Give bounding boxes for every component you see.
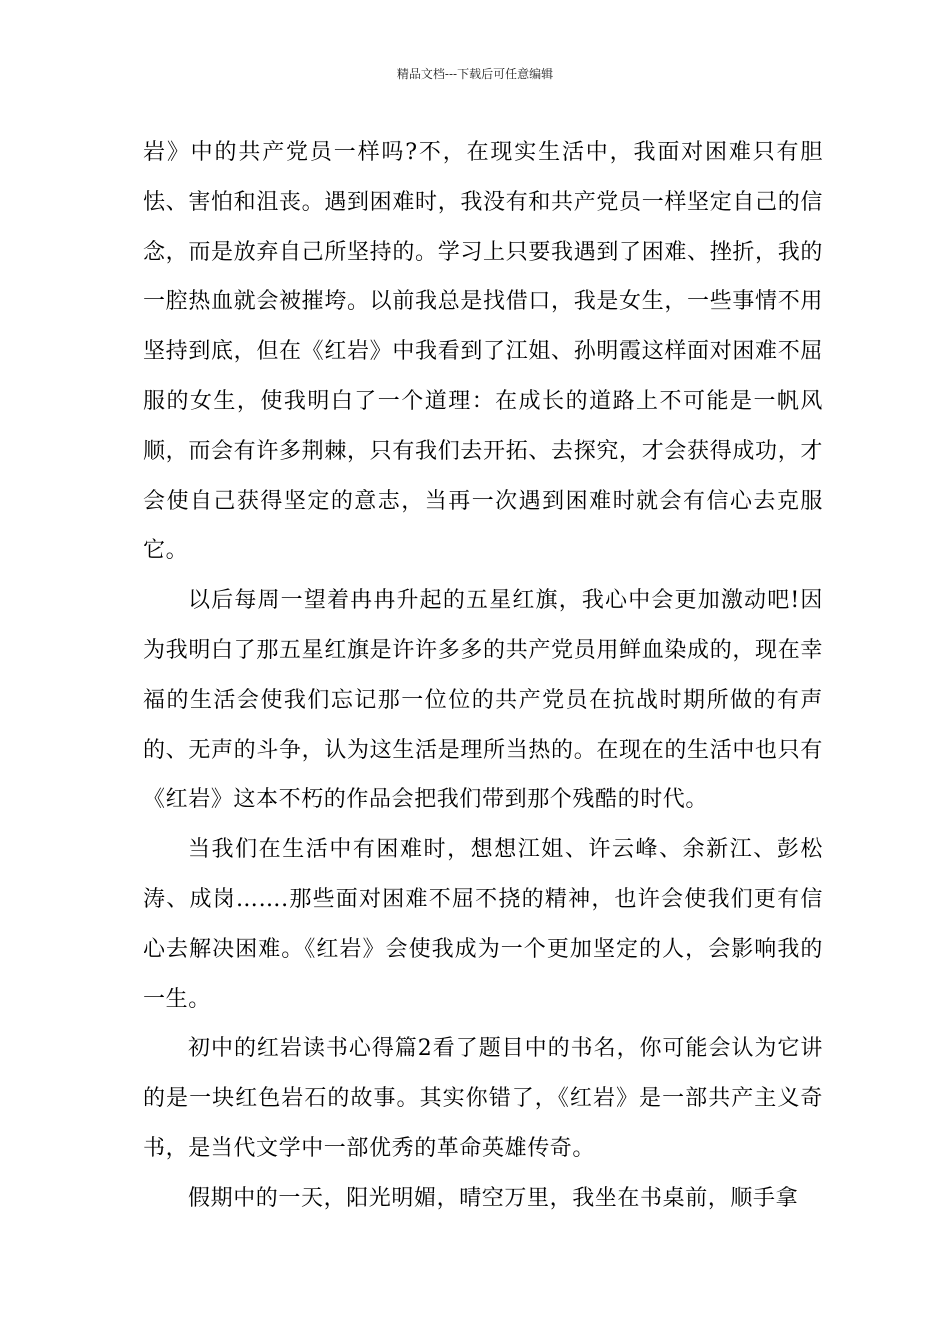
paragraph-4: 初中的红岩读书心得篇2看了题目中的书名，你可能会认为它讲的是一块红色岩石的故事。其实你错了，《红岩》是一部共产主义奇书，是当代文学中一部优秀的革命英雄传奇。 [143,1036,823,1161]
paragraph-3: 当我们在生活中有困难时，想想江姐、许云峰、余新江、彭松涛、成岗…….那些面对困难不屈不挠的精神，也许会使我们更有信心去解决困难。《红岩》会使我成为一个更加坚定的人，会影响我的一生。 [143,837,823,1012]
page-header: 精品文档---下载后可任意编辑 [396,67,554,81]
paragraph-5: 假期中的一天，阳光明媚，晴空万里，我坐在书桌前，顺手拿 [188,1185,799,1211]
paragraph-1: 岩》中的共产党员一样吗?不，在现实生活中，我面对困难只有胆怯、害怕和沮丧。遇到困难时，我没有和共产党员一样坚定自己的信念，而是放弃自己所坚持的。学习上只要我遇到了困难、挫折，我的一腔热血就会被摧垮。以前我总是找借口，我是女生，一些事情不用坚持到底，但在《红岩》中我看到了江姐、孙明霞这样面对困难不屈服的女生，使我明白了一个道理：在成长的道路上不可能是一帆风顺，而会有许多荆棘，只有我们去开拓、去探究，才会获得成功，才会使自己获得坚定的意志，当再一次遇到困难时就会有信心去克服它。 [143,140,823,564]
body-text [143,128,823,1224]
paragraph-2: 以后每周一望着冉冉升起的五星红旗，我心中会更加激动吧!因为我明白了那五星红旗是许许多多的共产党员用鲜血染成的，现在幸福的生活会使我们忘记那一位位的共产党员在抗战时期所做的有声的、无声的斗争，认为这生活是理所当热的。在现在的生活中也只有《红岩》这本不朽的作品会把我们带到那个残酷的时代。 [143,588,823,813]
